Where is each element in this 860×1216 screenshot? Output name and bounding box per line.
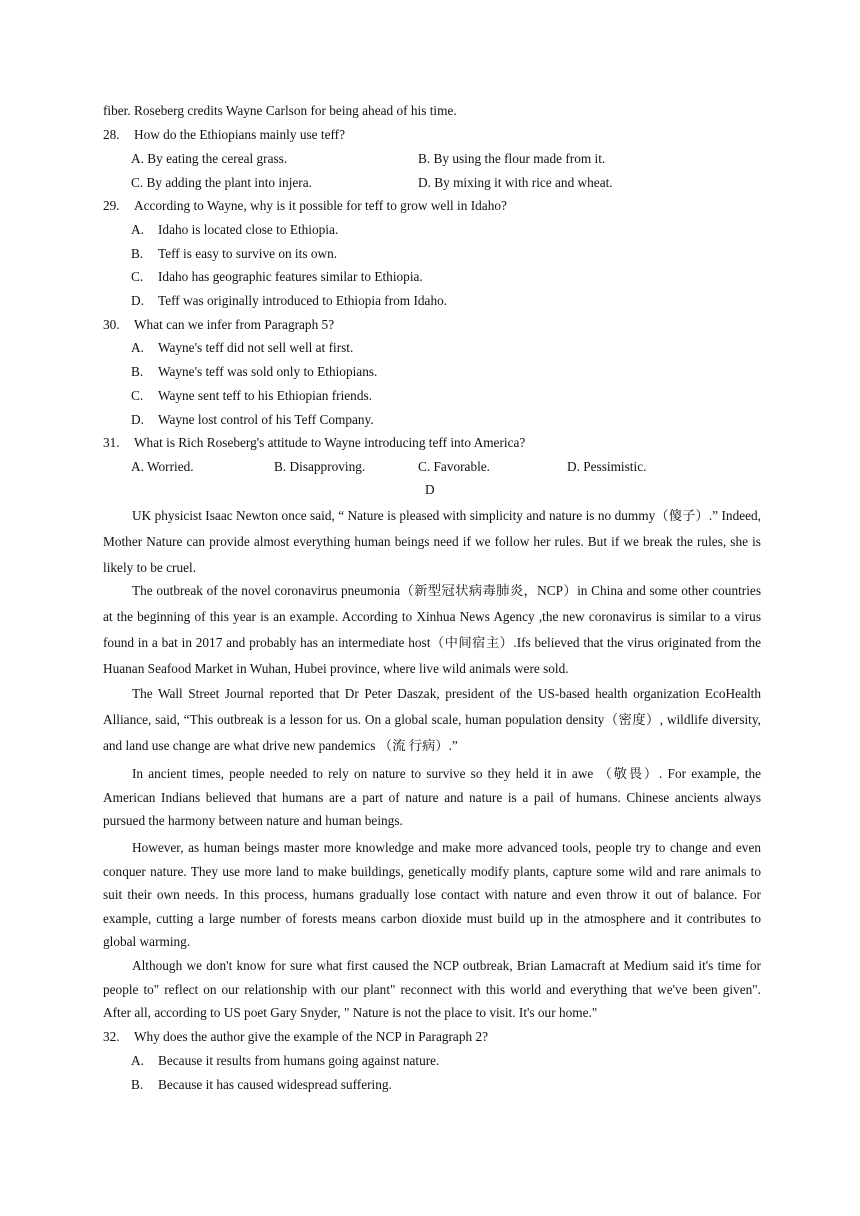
option-text: Wayne's teff did not sell well at first.: [158, 340, 354, 355]
question-text: What can we infer from Paragraph 5?: [134, 317, 335, 332]
question-number: 32.: [103, 1029, 120, 1044]
passage-paragraph-5: However, as human beings master more knowledge and make more advanced tools, people try to change and even conquer nature. They use more land to make buildings, genetically modify plants, capture some wild and rare animals to suit their own needs. In this process, humans gradually lose contact with nature and even throw it out of balance. For example, cutting a large number of forests means carbon dioxide must build up in the atmosphere and it contributes to global warming.: [103, 840, 761, 950]
question-29: [103, 198, 507, 214]
option-28-a: A. By eating the cereal grass.: [131, 151, 288, 166]
option-30-a: [131, 340, 353, 356]
option-letter: C.: [131, 269, 144, 284]
option-29-d: [131, 293, 447, 309]
option-31-a: A. Worried.: [131, 459, 194, 474]
passage-paragraph-2: The outbreak of the novel coronavirus pneumonia（新型冠状病毒肺炎，NCP）in China and some other countries at the beginning of this year is an example. According to Xinhua News Agency ,the new coronavirus is similar to a virus found in a bat in 2017 and probably has an intermediate host（中间宿主）.Ifs believed that the virus originated from the Huanan Seafood Market in Wuhan, Hubei province, where live wild animals were sold.: [103, 583, 761, 676]
option-30-d: [131, 412, 374, 428]
option-29-a: [131, 222, 338, 238]
option-text: Teff is easy to survive on its own.: [158, 246, 338, 261]
option-text: Wayne's teff was sold only to Ethiopians.: [158, 364, 378, 379]
question-number: 30.: [103, 317, 120, 332]
option-letter: D.: [131, 293, 144, 308]
question-31: [103, 435, 525, 451]
question-30: [103, 317, 334, 333]
question-32: [103, 1029, 488, 1045]
question-text: How do the Ethiopians mainly use teff?: [134, 127, 345, 142]
option-31-d: D. Pessimistic.: [567, 459, 647, 474]
option-letter: A.: [131, 222, 144, 237]
option-letter: C.: [131, 388, 144, 403]
option-letter: B.: [131, 364, 144, 379]
question-text: According to Wayne, why is it possible for teff to grow well in Idaho?: [134, 198, 507, 213]
option-text: Teff was originally introduced to Ethiopia from Idaho.: [158, 293, 448, 308]
option-31-c: C. Favorable.: [418, 459, 491, 474]
option-text: Idaho is located close to Ethiopia.: [158, 222, 339, 237]
option-text: Because it has caused widespread suffering.: [158, 1077, 392, 1092]
option-text: Because it results from humans going against nature.: [158, 1053, 440, 1068]
option-30-b: [131, 364, 377, 380]
question-28: [103, 127, 345, 143]
question-number: 28.: [103, 127, 120, 142]
option-28-d: D. By mixing it with rice and wheat.: [418, 175, 613, 190]
passage-paragraph-6: Although we don't know for sure what first caused the NCP outbreak, Brian Lamacraft at Medium said it's time for people to" reflect on our relationship with our plant" reconnect with this world and everything that we've been given". After all, according to US poet Gary Snyder, " Nature is not the place to visit. It's our home.": [103, 958, 761, 1021]
option-29-b: [131, 246, 337, 262]
option-28-c: C. By adding the plant into injera.: [131, 175, 312, 190]
question-number: 31.: [103, 435, 120, 450]
section-heading: D: [425, 482, 435, 497]
passage-paragraph-4: In ancient times, people needed to rely on nature to survive so they held it in awe （敬畏）. For example, the American Indians believed that humans are a part of nature and nature is a pail of humans. Chinese ancients always pursued the harmony between nature and human beings.: [103, 766, 761, 829]
option-letter: B.: [131, 1077, 144, 1092]
question-text: What is Rich Roseberg's attitude to Wayne introducing teff into America?: [134, 435, 526, 450]
question-number: 29.: [103, 198, 120, 213]
option-text: Idaho has geographic features similar to Ethiopia.: [158, 269, 423, 284]
option-letter: B.: [131, 246, 144, 261]
option-31-b: B. Disapproving.: [274, 459, 366, 474]
intro-line: fiber. Roseberg credits Wayne Carlson for being ahead of his time.: [103, 103, 457, 118]
option-32-a: [131, 1053, 439, 1069]
option-text: Wayne lost control of his Teff Company.: [158, 412, 374, 427]
option-29-c: [131, 269, 423, 285]
option-text: Wayne sent teff to his Ethiopian friends.: [158, 388, 372, 403]
option-32-b: [131, 1077, 392, 1093]
option-28-b: B. By using the flour made from it.: [418, 151, 606, 166]
option-letter: A.: [131, 1053, 144, 1068]
passage-paragraph-1: UK physicist Isaac Newton once said, “ Nature is pleased with simplicity and nature is no dummy（傻子）.” Indeed, Mother Nature can provide almost everything human beings need if we follow her rules. But if we break the rules, she is likely to be cruel.: [103, 508, 761, 575]
option-30-c: [131, 388, 372, 404]
option-letter: D.: [131, 412, 144, 427]
question-text: Why does the author give the example of the NCP in Paragraph 2?: [134, 1029, 488, 1044]
option-letter: A.: [131, 340, 144, 355]
passage-paragraph-3: The Wall Street Journal reported that Dr Peter Daszak, president of the US-based health organization EcoHealth Alliance, said, “This outbreak is a lesson for us. On a global scale, human population density（密度）, wildlife diversity, and land use change are what drive new pandemics （流 行病）.”: [103, 686, 761, 753]
